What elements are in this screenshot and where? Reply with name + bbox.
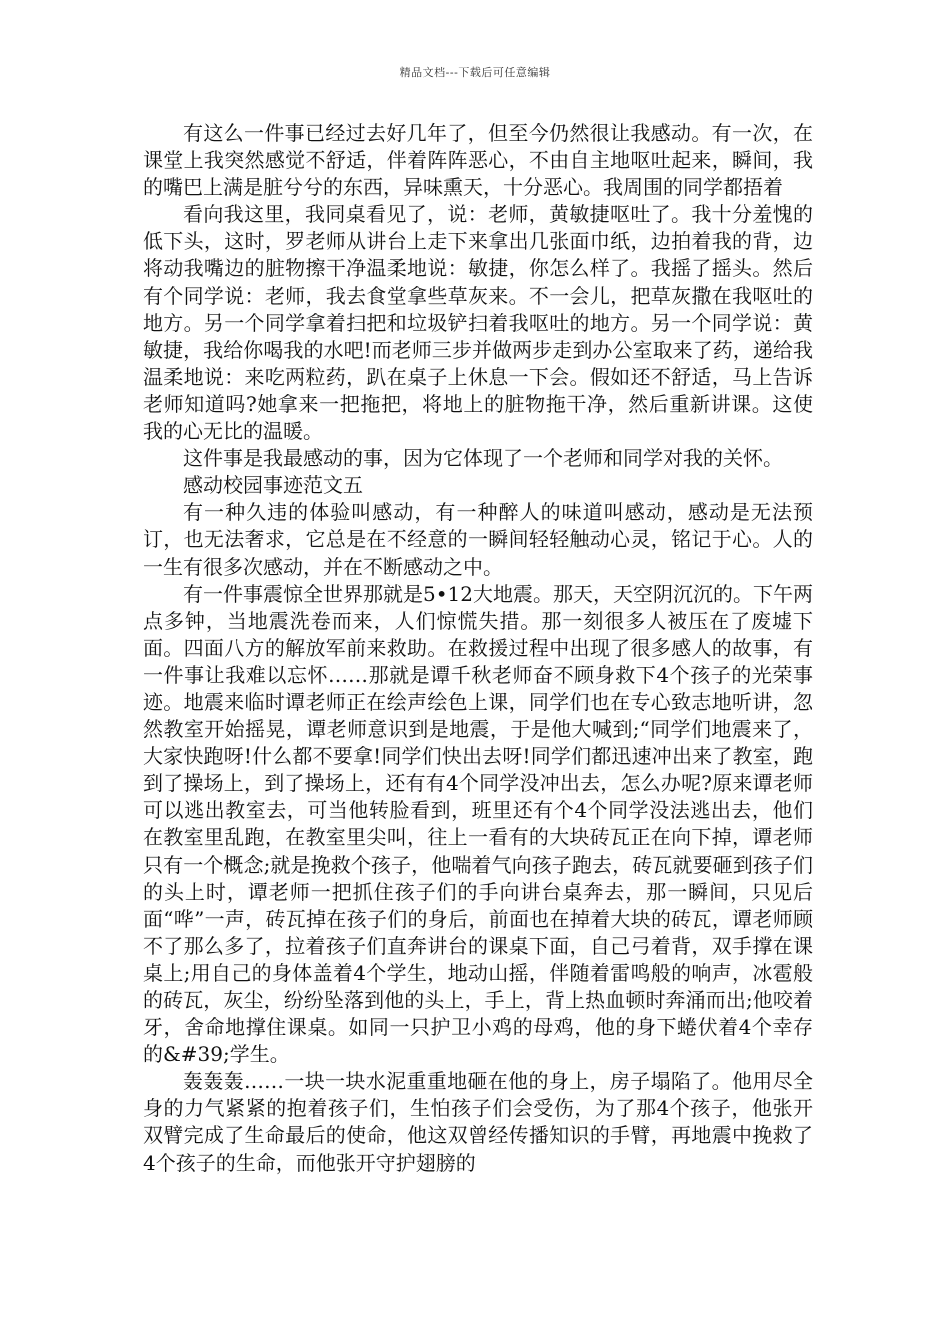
- paragraph: 这件事是我最感动的事，因为它体现了一个老师和同学对我的关怀。: [183, 446, 783, 471]
- page-header: 精品文档---下载后可任意编辑: [399, 66, 551, 79]
- paragraph: 有一种久违的体验叫感动，有一种醉人的味道叫感动，感动是无法预订，也无法奢求，它总是在不经意的一瞬间轻轻触动心灵，铭记于心。人的一生有很多次感动，并在不断感动之中。: [143, 500, 813, 579]
- document-body: [143, 120, 813, 1177]
- section-heading: 感动校园事迹范文五: [183, 473, 363, 498]
- paragraph: 看向我这里，我同桌看见了，说：老师，黄敏捷呕吐了。我十分羞愧的低下头，这时，罗老师从讲台上走下来拿出几张面巾纸，边拍着我的背，边将动我嘴边的脏物擦干净温柔地说：敏捷，你怎么样了。我摇了摇头。然后有个同学说：老师，我去食堂拿些草灰来。不一会儿，把草灰撒在我呕吐的地方。另一个同学拿着扫把和垃圾铲扫着我呕吐的地方。另一个同学说：黄敏捷，我给你喝我的水吧!而老师三步并做两步走到办公室取来了药，递给我温柔地说：来吃两粒药，趴在桌子上休息一下会。假如还不舒适，马上告诉老师知道吗?她拿来一把拖把，将地上的脏物拖干净，然后重新讲课。这使我的心无比的温暖。: [143, 202, 813, 444]
- paragraph: 有一件事震惊全世界那就是5•12大地震。那天，天空阴沉沉的。下午两点多钟，当地震洗卷而来，人们惊慌失措。那一刻很多人被压在了废墟下面。四面八方的解放军前来救助。在救援过程中出现了很多感人的故事，有一件事让我难以忘怀……那就是谭千秋老师奋不顾身救下4个孩子的光荣事迹。地震来临时谭老师正在绘声绘色上课，同学们也在专心致志地听讲，忽然教室开始摇晃，谭老师意识到是地震，于是他大喊到;“同学们地震来了，大家快跑呀!什么都不要拿!同学们快出去呀!同学们都迅速冲出来了教室，跑到了操场上，到了操场上，还有有4个同学没冲出去，怎么办呢?原来谭老师可以逃出教室去，可当他转脸看到，班里还有个4个同学没法逃出去，他们在教室里乱跑，在教室里尖叫，往上一看有的大块砖瓦正在向下掉，谭老师只有一个概念;就是挽救个孩子，他喘着气向孩子跑去，砖瓦就要砸到孩子们的头上时，谭老师一把抓住孩子们的手向讲台桌奔去，那一瞬间，只见后面“哗”一声，砖瓦掉在孩子们的身后，前面也在掉着大块的砖瓦，谭老师顾不了那么多了，拉着孩子们直奔讲台的课桌下面，自己弓着背，双手撑在课桌上;用自己的身体盖着4个学生，地动山摇，伴随着雷鸣般的响声，冰雹般的砖瓦，灰尘，纷纷坠落到他的头上，手上，背上热血顿时奔涌而出;他咬着牙，舍命地撑住课桌。如同一只护卫小鸡的母鸡，他的身下蜷伏着4个幸存的&#39;学生。: [143, 581, 813, 1067]
- paragraph: 有这么一件事已经过去好几年了，但至今仍然很让我感动。有一次，在课堂上我突然感觉不舒适，伴着阵阵恶心，不由自主地呕吐起来，瞬间，我的嘴巴上满是脏兮兮的东西，异味熏天，十分恶心。我周围的同学都捂着: [143, 121, 813, 200]
- paragraph: 轰轰轰……一块一块水泥重重地砸在他的身上，房子塌陷了。他用尽全身的力气紧紧的抱着孩子们，生怕孩子们会受伤，为了那4个孩子，他张开双臂完成了生命最后的使命，他这双曾经传播知识的手臂，再地震中挽救了4个孩子的生命，而他张开守护翅膀的: [143, 1069, 813, 1175]
